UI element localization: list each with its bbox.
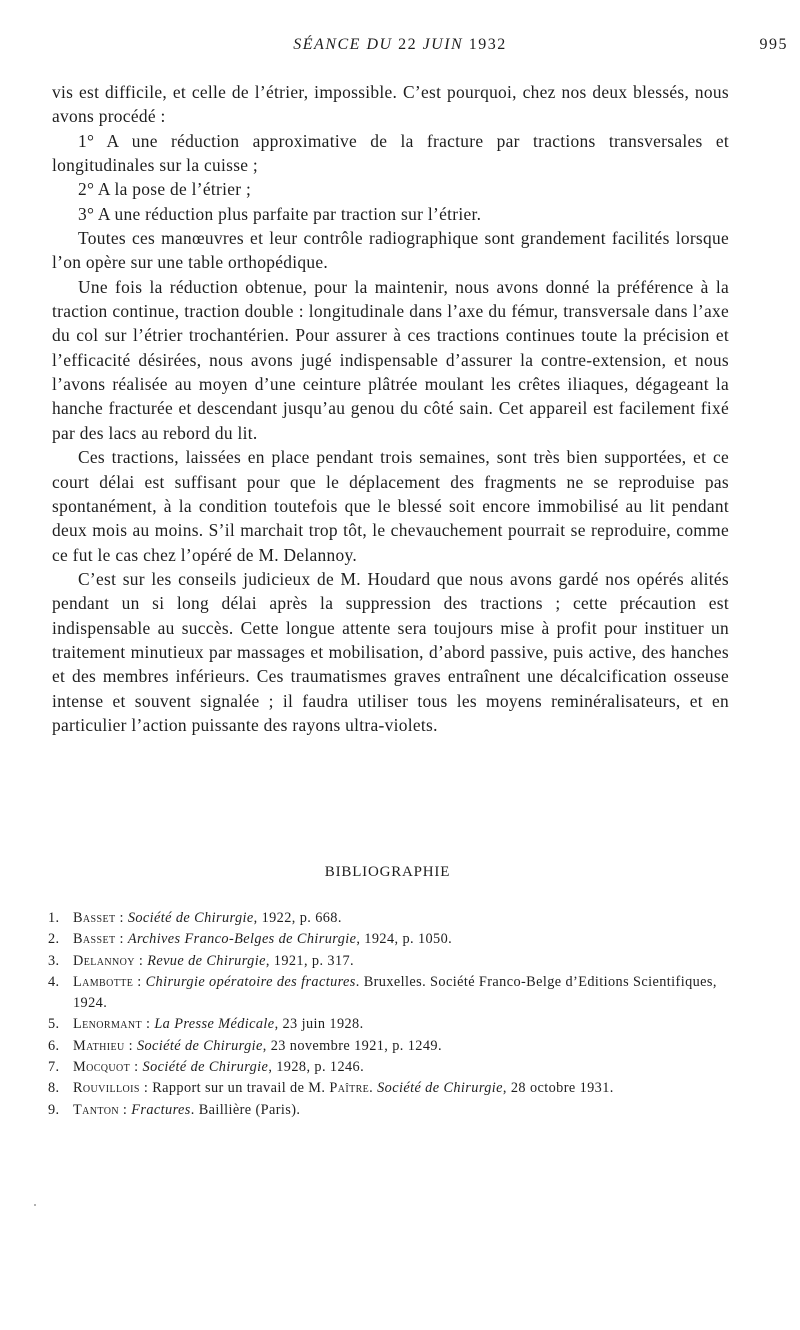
- reference-item: [48, 1036, 730, 1057]
- reference-author: Lambotte: [73, 973, 134, 990]
- reference-separator: :: [124, 1037, 137, 1054]
- reference-title: Chirurgie opératoire des fractures: [145, 973, 356, 990]
- reference-author-secondary: Paître: [329, 1080, 370, 1097]
- reference-separator: :: [142, 1016, 155, 1033]
- paragraph: Toutes ces manœuvres et leur contrôle radiographique sont grandement facilités lorsque l’on opère sur une table orthopédique.: [52, 228, 729, 273]
- reference-number: 8.: [48, 1080, 60, 1097]
- running-head-year: 1932: [463, 36, 507, 53]
- paragraph: Ces tractions, laissées en place pendant trois semaines, sont très bien supportées, et ce court délai est suffisant pour que le déplacement des fragments ne se reproduise pas spontanément, à la condition toutefois que le blessé soit encore immobilisé au lit pendant deux mois au moins. S’il marchait trop tôt, le chevauchement pourrait se reproduire, comme ce fut le cas chez l’opéré de M. Delannoy.: [52, 447, 729, 565]
- reference-text: [73, 1014, 730, 1035]
- reference-text: [73, 1036, 730, 1057]
- bibliography-list: [48, 908, 730, 1121]
- reference-item: [48, 1057, 730, 1078]
- reference-separator: :: [133, 973, 146, 990]
- reference-number: 1.: [48, 910, 60, 926]
- reference-details: , 1921, p. 317.: [265, 952, 355, 969]
- reference-details: , 23 juin 1928.: [274, 1016, 364, 1033]
- reference-item: [48, 972, 730, 1015]
- reference-item: [48, 1014, 730, 1035]
- reference-title: Société de Chirurgie: [142, 1059, 269, 1076]
- reference-number: 5.: [48, 1016, 60, 1033]
- reference-separator: :: [134, 952, 148, 969]
- reference-number: 7.: [48, 1059, 60, 1076]
- reference-author: Lenormant: [73, 1016, 142, 1033]
- reference-item: [48, 1100, 730, 1121]
- reference-details: , 1924, p. 1050.: [356, 931, 453, 948]
- reference-title: Société de Chirurgie: [127, 910, 254, 926]
- reference-separator: : Rapport sur un travail de M.: [139, 1080, 330, 1097]
- list-item-step-2: 2° A la pose de l’étrier ;: [78, 179, 252, 200]
- running-head-month: JUIN: [422, 36, 464, 53]
- reference-details: . Bruxelles. Société Franco-Belge d’Editions Scientifiques, 1924.: [73, 973, 717, 1012]
- paper-speck: [34, 1204, 36, 1206]
- reference-separator: :: [115, 910, 128, 926]
- reference-details: , 1928, p. 1246.: [268, 1059, 365, 1076]
- reference-separator: :: [118, 1101, 132, 1118]
- running-head-seance: SÉANCE DU: [293, 36, 393, 53]
- reference-text: [73, 951, 730, 972]
- running-head-day: 22: [392, 36, 423, 53]
- reference-author: Basset: [73, 910, 116, 926]
- list-item-step-1: 1° A une réduction approximative de la fracture par tractions transversales et longitudinales sur la cuisse ;: [52, 130, 729, 176]
- running-head: [0, 36, 800, 58]
- body-text: [52, 80, 729, 737]
- reference-text: [73, 1100, 730, 1121]
- reference-item: [48, 951, 730, 972]
- reference-author: Mathieu: [73, 1037, 125, 1054]
- reference-author: Delannoy: [73, 952, 135, 969]
- reference-number: 3.: [48, 952, 60, 969]
- reference-item: [48, 1078, 730, 1099]
- reference-title: Société de Chirurgie: [377, 1080, 503, 1097]
- paragraph: C’est sur les conseils judicieux de M. Houdard que nous avons gardé nos opérés alités pendant un si long délai après la suppression des tractions ; cette précaution est indispensable au succès. Cette longue attente sera toujours mise à profit pour instituer un traitement minutieux par massages et mobilisation, d’abord passive, puis active, des hanches et des membres inférieurs. Ces traumatismes graves entraînent une décalcification osseuse intense et souvent signalée ; il faudra utiliser tous les moyens reminéralisateurs, et en particulier l’action puissante des rayons ultra-violets.: [52, 568, 729, 735]
- reference-details: , 23 novembre 1921, p. 1249.: [262, 1037, 442, 1054]
- reference-separator: :: [130, 1059, 143, 1076]
- reference-text: [73, 1078, 730, 1099]
- list-item-step-3: 3° A une réduction plus parfaite par traction sur l’étrier.: [78, 203, 482, 224]
- reference-text: [73, 972, 730, 1015]
- reference-title: La Presse Médicale: [154, 1016, 275, 1033]
- reference-title: Archives Franco-Belges de Chirurgie: [127, 931, 357, 948]
- reference-number: 4.: [48, 973, 60, 990]
- reference-number: 6.: [48, 1037, 60, 1054]
- reference-title: Revue de Chirurgie: [147, 952, 266, 969]
- page-number: 995: [759, 36, 788, 53]
- reference-title: Fractures: [131, 1101, 191, 1118]
- reference-author: Basset: [73, 931, 116, 948]
- reference-title: Société de Chirurgie: [136, 1037, 263, 1054]
- reference-author: Tanton: [73, 1101, 119, 1118]
- reference-item: [48, 929, 730, 950]
- paragraph: vis est difficile, et celle de l’étrier, impossible. C’est pourquoi, chez nos deux blessés, nous avons procédé :: [52, 82, 729, 127]
- reference-details: . Baillière (Paris).: [190, 1101, 301, 1118]
- reference-separator: :: [115, 931, 128, 948]
- reference-text: [73, 1057, 730, 1078]
- reference-author: Mocquot: [73, 1059, 131, 1076]
- reference-number: 2.: [48, 931, 60, 948]
- paragraph: Une fois la réduction obtenue, pour la maintenir, nous avons donné la préférence à la traction continue, traction double : longitudinale dans l’axe du fémur, transversale dans l’axe du col sur l’étrier trochantérien. Pour assurer à ces tractions continues toute la précision et l’efficacité désirées, nous avons jugé indispensable d’assurer la contre-extension, et nous l’avons réalisée au moyen d’une ceinture plâtrée moulant les crêtes iliaques, dégageant la hanche fracturée et descendant jusqu’au genou du côté sain. Cet appareil est facilement fixé par des lacs au rebord du lit.: [52, 276, 729, 443]
- running-head-title: [0, 36, 800, 54]
- reference-number: 9.: [48, 1101, 60, 1118]
- reference-text: [73, 929, 730, 950]
- reference-item: [48, 908, 730, 929]
- reference-text: [73, 908, 730, 929]
- reference-details: , 1922, p. 668.: [253, 910, 342, 926]
- bibliography-heading: BIBLIOGRAPHIE: [324, 864, 451, 880]
- reference-author: Rouvillois: [73, 1080, 140, 1097]
- reference-details: , 28 octobre 1931.: [502, 1080, 614, 1097]
- reference-separator: .: [369, 1080, 378, 1097]
